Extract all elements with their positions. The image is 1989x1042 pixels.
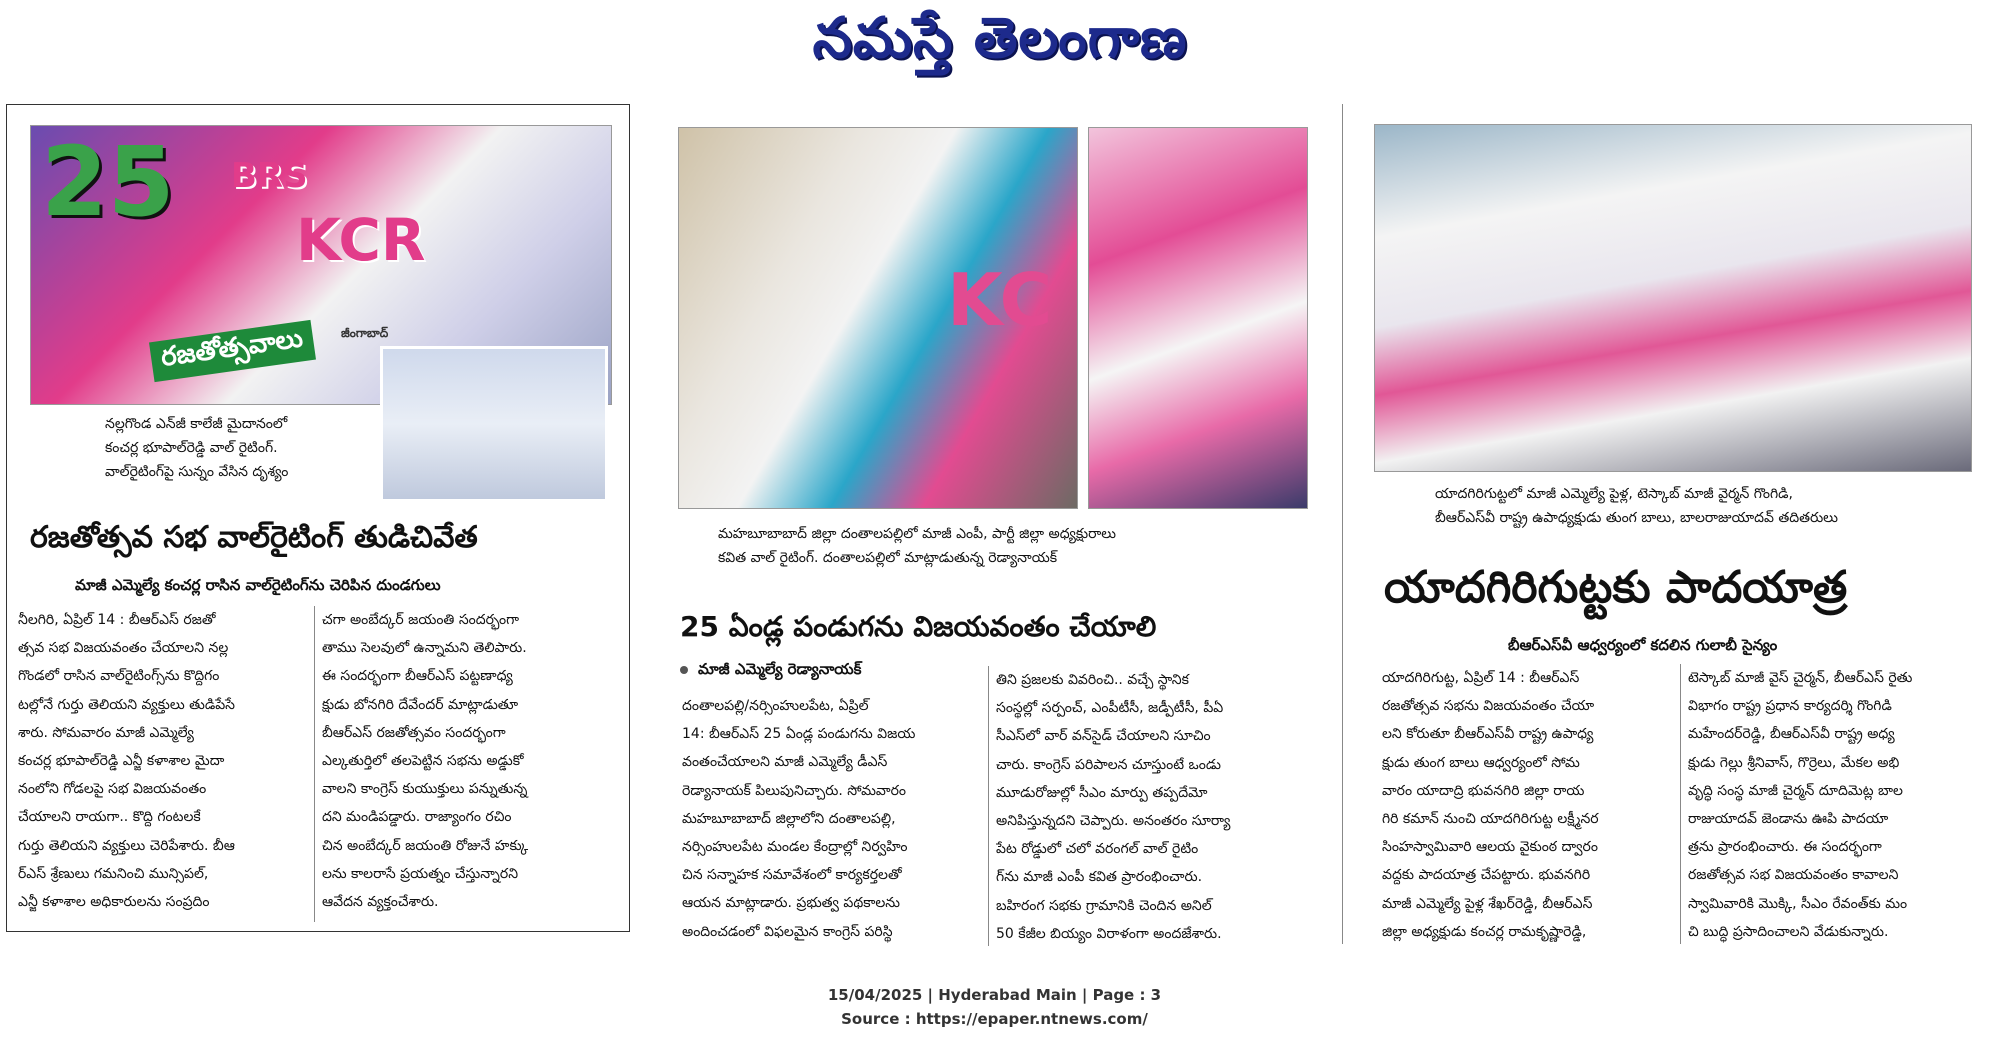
masthead bbox=[700, 5, 1300, 80]
photo-text-brs: BRS bbox=[231, 156, 308, 196]
photo-text-kcr: KCR bbox=[296, 206, 426, 274]
column-rule bbox=[988, 666, 989, 946]
photo-text-kc: KC bbox=[947, 258, 1053, 342]
section-rule bbox=[1342, 104, 1343, 944]
column-rule bbox=[1680, 664, 1681, 944]
footer-date-edition: 15/04/2025 | Hyderabad Main | Page : 3 bbox=[827, 986, 1162, 1004]
photo-whitewashed-wall bbox=[380, 346, 608, 502]
footer-source: Source : https://epaper.ntnews.com/ bbox=[841, 1010, 1148, 1028]
photo-text-banner: రజతోత్సవాలు bbox=[149, 320, 316, 382]
headline-right: యాదగిరిగుట్టకు పాదయాత్ర bbox=[1384, 562, 1848, 613]
body-right-col1: యాదగిరిగుట్ట, ఏప్రిల్ 14 : బీఆర్‌ఎస్ రజతోత్సవ సభను విజయవంతం చేయా లని కోరుతూ బీఆర్‌ఎస్‌వీ రాష్ట్ర ఉపాధ్య క్షుడు తుంగ బాలు ఆధ్వర్యంలో సోమ వారం యాదాద్రి భువనగిరి జిల్లా రాయ గిరి కమాన్ నుంచి యాదగిరిగుట్ట లక్ష్మీనర సింహస్వామివారి ఆలయ వైకుంఠ ద్వారం వద్దకు పాదయాత్ర చేపట్టారు. భువనగిరి మాజీ ఎమ్మెల్యే పైళ్ల శేఖర్‌రెడ్డి, బీఆర్‌ఎస్ జిల్లా అధ్యక్షుడు కంచర్ల రామకృష్ణారెడ్డి, bbox=[1382, 670, 1599, 940]
subhead-right: బీఆర్‌ఎస్‌వీ ఆధ్వర్యంలో కదలిన గులాబీ సైన్యం bbox=[1508, 636, 1778, 654]
caption-middle: మహబూబాబాద్ జిల్లా దంతాలపల్లిలో మాజీ ఎంపీ, పార్టీ జిల్లా అధ్యక్షురాలు కవిత వాల్ రైటింగ్. దంతాలపల్లిలో మాట్లాడుతున్న రెడ్యానాయక్ bbox=[718, 526, 1116, 566]
photo-kavitha-painting bbox=[678, 127, 1078, 509]
body-middle-col2: తిని ప్రజలకు వివరించి.. వచ్చే స్థానిక సంస్థల్లో సర్పంచ్, ఎంపీటీసీ, జడ్పీటీసీ, పీఏ సీఎస్‌లో వార్ వన్‌సైడ్ చేయాలని సూచిం చారు. కాంగ్రెస్ పరిపాలన చూస్తుంటే ఒండు మూడురోజుల్లో సీఎం మార్పు తప్పదేమో అనిపిస్తున్నదని చెప్పారు. అనంతరం సూర్యా పేట రోడ్డులో చలో వరంగల్ వాల్ రైటిం గ్‌ను మాజీ ఎంపీ కవిత ప్రారంభించారు. బహిరంగ సభకు గ్రామానికి చెందిన అనిల్ 50 కేజీల బియ్యం విరాళంగా అందజేశారు. bbox=[996, 672, 1231, 942]
headline-middle: 25 ఏండ్ల పండుగను విజయవంతం చేయాలి bbox=[680, 610, 1157, 643]
subhead-left: మాజీ ఎమ్మెల్యే కంచర్ల రాసిన వాల్‌రైటింగ్‌ను చెరిపిన దుండగులు bbox=[75, 576, 441, 594]
caption-right: యాదగిరిగుట్టలో మాజీ ఎమ్మెల్యే పైళ్ల, టెస్కాబ్ మాజీ వైర్మన్ గొంగిడి, బీఆర్‌ఎస్‌వీ రాష్ట్ర ఉపాధ్యక్షుడు తుంగ బాలు, బాలరాజుయాదవ్ తదితరులు bbox=[1435, 486, 1838, 526]
masthead-title: నమస్తే తెలంగాణ bbox=[812, 5, 1188, 71]
byline-middle: మాజీ ఎమ్మెల్యే రెడ్యానాయక్ bbox=[680, 660, 861, 682]
photo-redyanayak-speaking bbox=[1088, 127, 1308, 509]
bullet-icon bbox=[680, 666, 688, 674]
body-left-col2: చగా అంబేద్కర్ జయంతి సందర్భంగా తాము సెలవులో ఉన్నామని తెలిపారు. ఈ సందర్భంగా బీఆర్‌ఎస్ పట్టణాధ్య క్షుడు బోనగిరి దేవేందర్ మాట్లాడుతూ బీఆర్‌ఎస్ రజతోత్సవం సందర్భంగా ఎల్కతుర్తిలో తలపెట్టిన సభను అడ్డుకో వాలని కాంగ్రెస్ కుయుక్తులు పన్నుతున్న దని మండిపడ్డారు. రాజ్యాంగం రచిం చిన అంబేద్కర్ జయంతి రోజునే హక్కు లను కాలరాసే ప్రయత్నం చేస్తున్నారని ఆవేదన వ్యక్తంచేశారు. bbox=[322, 612, 529, 911]
caption-left: నల్లగొండ ఎన్‌జీ కాలేజీ మైదానంలో కంచర్ల భూపాల్‌రెడ్డి వాల్ రైటింగ్. వాల్‌రైటింగ్‌పై సున్నం వేసిన దృశ్యం bbox=[105, 416, 289, 480]
headline-left: రజతోత్సవ సభ వాల్‌రైటింగ్ తుడిచివేత bbox=[30, 520, 478, 555]
photo-text-25: 25 bbox=[41, 126, 175, 238]
photo-padayatra-crowd bbox=[1374, 124, 1972, 472]
body-middle-col1: దంతాలపల్లి/నర్సింహులపేట, ఏప్రిల్ 14: బీఆర్‌ఎస్ 25 ఏండ్ల పండుగను విజయ వంతంచేయాలని మాజీ ఎమ్మెల్యే డీఎస్ రెడ్యానాయక్ పిలుపునిచ్చారు. సోమవారం మహబూబాబాద్ జిల్లాలోని దంతాలపల్లి, నర్సింహులపేట మండల కేంద్రాల్లో నిర్వహిం చిన సన్నాహక సమావేశంలో కార్యకర్తలతో ఆయన మాట్లాడారు. ప్రభుత్వ పథకాలను అందించడంలో విఫలమైన కాంగ్రెస్ పరిస్థి bbox=[682, 698, 916, 940]
photo-text-place: జీంగాబాద్ bbox=[341, 326, 389, 340]
body-left-col1: నీలగిరి, ఏప్రిల్ 14 : బీఆర్‌ఎస్ రజతో త్సవ సభ విజయవంతం చేయాలని నల్ల గొండలో రాసిన వాల్‌రైటింగ్స్‌ను కొద్దిగం టల్లోనే గుర్తు తెలియని వ్యక్తులు తుడిపేసే శారు. సోమవారం మాజీ ఎమ్మెల్యే కంచర్ల భూపాల్‌రెడ్డి ఎన్జీ కళాశాల మైదా నంలోని గోడలపై సభ విజయవంతం చేయాలని రాయగా.. కొద్ది గంటలకే గుర్తు తెలియని వ్యక్తులు చెరిపేశారు. బీఆ ర్‌ఎస్ శ్రేణులు గమనించి మున్సిపల్, ఎన్జీ కళాశాల అధికారులను సంప్రదిం bbox=[18, 612, 235, 911]
body-right-col2: టెస్కాబ్ మాజీ వైస్ చైర్మన్, బీఆర్‌ఎస్ రైతు విభాగం రాష్ట్ర ప్రధాన కార్యదర్శి గొంగిడి మహేందర్‌రెడ్డి, బీఆర్‌ఎస్‌వీ రాష్ట్ర అధ్య క్షుడు గెల్లు శ్రీనివాస్, గొర్రెలు, మేకల అభి వృద్ధి సంస్థ మాజీ చైర్మన్ దూదిమెట్ల బాల రాజుయాదవ్ జెండాను ఊపి పాదయా త్రను ప్రారంభించారు. ఈ సందర్భంగా రజతోత్సవ సభ విజయవంతం కావాలని స్వామివారికి మొక్కి, సీఎం రేవంత్‌కు మం చి బుద్ధి ప్రసాదించాలని వేడుకున్నారు. bbox=[1688, 670, 1913, 940]
column-rule bbox=[314, 606, 315, 922]
